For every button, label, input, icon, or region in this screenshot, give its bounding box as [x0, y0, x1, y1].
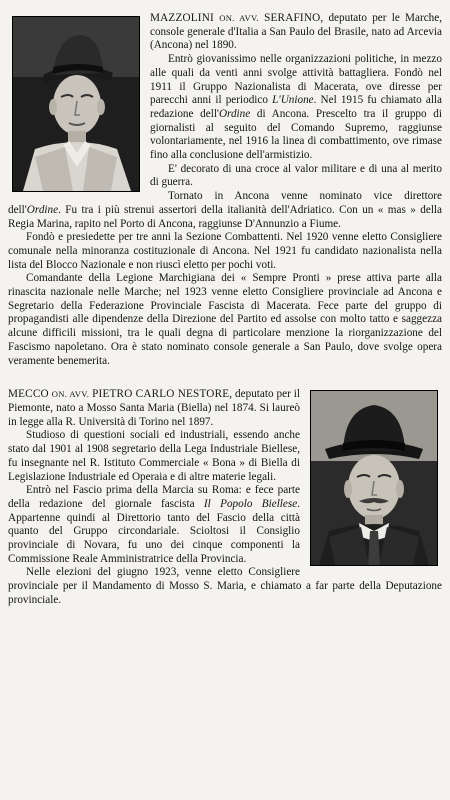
portrait-image [311, 391, 437, 565]
portrait-image [13, 17, 139, 191]
text-segment: . Fu tra i più strenui assertori della italianità dell'Adriatico. Con un « mas » della Regia Marina, rapito nel Porto di Ancona, raggiunse D'Annunzio a Fiume. [8, 203, 442, 230]
paragraph-legione: Comandante della Legione Marchigiana dei « Sempre Pronti » prese attiva parte alla rinascita nazionale nelle Marche; nel 1923 venne eletto Consigliere provinciale ad Ancona e Segretario della Federazione Provinciale Fascista di Macerata. Fece parte del gruppo di propagandisti alle dipendenze della Direzione del Partito ed assolse con molto tatto e saggezza alcune difficili missioni, tra le quali degna di particolare menzione la riorganizzazione del Fascismo napoletano. Ora è stato nominato console generale a San Paulo, dove svolge opera veramente benemerita. [8, 272, 442, 367]
honorific-titles: ON. AVV. [219, 13, 259, 23]
text-segment: Entrò giovanissimo nelle organizzazioni politiche, in mezzo alle quali da venti anni svolge attività battagliera. Fondò nel 1911 il Gruppo Nazionalista di Macerata, ove diresse per parecchi anni il periodico [150, 53, 442, 107]
honorific-titles: ON. AVV. [51, 389, 90, 400]
paragraph-elections: Nelle elezioni del giugno 1923, venne eletto Consigliere provinciale per il Mandamento di Mosso S. Maria, e chiamato a far parte della Deputazione provinciale. [8, 566, 442, 606]
paragraph-ancona [8, 190, 442, 231]
intro-text: , deputato per le Marche, console generale d'Italia a San Paulo del Brasile, nato ad Arcevia (Ancona) nel 1890. [150, 12, 443, 52]
biography-mazzolini [8, 12, 442, 368]
text-segment: Entrò nel Fascio prima della Marcia su Roma: e fece parte della redazione del giornale fascista [8, 484, 300, 510]
surname: MAZZOLINI [150, 12, 214, 24]
surname: MECCO [8, 388, 49, 401]
newspaper-title: L'Unione [272, 94, 314, 107]
portrait-photo-mazzolini [12, 16, 140, 192]
biography-mecco [8, 388, 442, 607]
paragraph-studies: Studioso di questioni sociali ed industriali, essendo anche stato dal 1901 al 1908 segretario della Lega Industriale Biellese, fu insegnante nel R. Istituto Commerciale « Bona » di Biella di Legislazione Industriale ed Operaia e di altre materie legali. [8, 429, 300, 483]
first-name: PIETRO CARLO NESTORE [92, 388, 230, 401]
newspaper-title: Ordine [218, 107, 251, 120]
text-segment: . Appartenne quindi al Direttorio tanto del Fascio della città quanto del Gruppo circondariale. Scioltosi il Consiglio provinciale di Novara, fu uno dei cinque componenti la Commissione Reale Amministratrice della Provincia. [8, 497, 300, 565]
paragraph-combattenti: Fondò e presiedette per tre anni la Sezione Combattenti. Nel 1920 venne eletto Consigliere comunale nella minoranza costituzionale di Ancona. Nel 1921 fu candidato nazionalista nella lista del Blocco Nazionale e non riuscì eletto per pochi voti. [8, 231, 442, 271]
portrait-photo-mecco [310, 390, 438, 566]
newspaper-title: Il Popolo Biellese [203, 497, 298, 510]
first-name: SERAFINO [264, 12, 321, 24]
newspaper-title: Ordine [26, 203, 59, 216]
text-segment: Tornato in Ancona venne nominato vice direttore dell' [8, 190, 442, 216]
text-segment: . Nel 1915 fu chiamato alla redazione dell' [150, 94, 443, 120]
text-segment: di Ancona. Prescelto tra il gruppo di giornalisti al seguito del Comando Supremo, raggiunse volontariamente, nel 1916 la linea di combattimento, ove rimase fino alla conclusione dell'armistizio. [150, 107, 442, 162]
paragraph-decorations: E' decorato di una croce al valor militare e di una al merito di guerra. [150, 162, 442, 189]
intro-text: , deputato per il Piemonte, nato a Mosso Santa Maria (Biella) nel 1874. Si laureò in legge alla R. Università di Torino nel 1897. [8, 388, 301, 428]
